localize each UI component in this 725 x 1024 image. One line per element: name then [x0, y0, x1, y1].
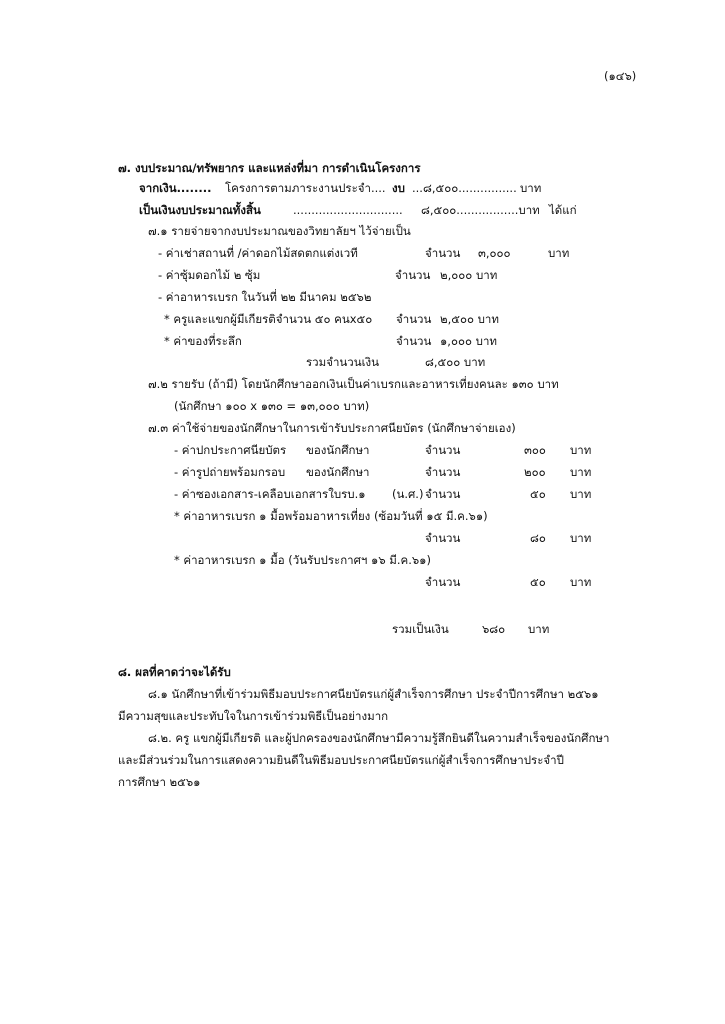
s73-item-qty-label: จำนวน — [425, 575, 461, 589]
section8-heading: ๘. ผลที่คาดว่าจะได้รับ — [118, 665, 231, 679]
s73-item-payer: ของนักศึกษา — [306, 443, 370, 457]
s71-heading: ๗.๑ รายจ่ายจากงบประมาณของวิทยาลัยฯ ไว้จ่ายเป็น — [148, 224, 411, 238]
s73-item-qty-label: จำนวน — [425, 443, 461, 457]
s71-item-qty-label: จำนวน — [396, 334, 432, 348]
s73-item-amount: ๕๐ — [530, 487, 546, 501]
s73-sum-amount: ๖๘๐ — [482, 622, 506, 636]
s71-item-amount: ๒,๐๐๐ บาท — [440, 268, 498, 282]
s73-item-payer: (น.ศ.) — [392, 487, 424, 501]
s71-item-qty-label: จำนวน — [396, 312, 432, 326]
s71-item-amount: ๑,๐๐๐ บาท — [440, 334, 498, 348]
s71-item-qty-label: จำนวน — [425, 246, 461, 260]
s73-item-label: - ค่ารูปถ่ายพร้อมกรอบ — [174, 465, 286, 479]
budget-label: งบ — [392, 181, 405, 195]
s73-item-unit: บาท — [570, 531, 592, 545]
s73-item-amount: ๒๐๐ — [524, 465, 546, 479]
page-number: (๑๔๖) — [604, 69, 637, 83]
s73-item-amount: ๓๐๐ — [524, 443, 546, 457]
s71-item-label: * ค่าของที่ระลึก — [164, 334, 242, 348]
total-dots: .............................. — [293, 203, 403, 217]
budget-unit: บาท — [520, 181, 542, 195]
s71-sum-amount: ๘,๕๐๐ บาท — [425, 355, 486, 369]
s73-item-unit: บาท — [570, 487, 592, 501]
s71-item-label: - ค่าเช่าสถานที่ /ค่าดอกไม้สดตกแต่งเวที — [158, 246, 358, 260]
total-suffix: ได้แก่ — [549, 203, 577, 217]
s71-item-unit: บาท — [548, 246, 570, 260]
source-value: โครงการตามภาระงานประจำ.... — [225, 181, 386, 195]
s73-item-qty-label: จำนวน — [425, 487, 461, 501]
s73-item-unit: บาท — [570, 443, 592, 457]
s71-item-label: - ค่าซุ้มดอกไม้ ๒ ซุ้ม — [158, 268, 261, 282]
source-label: จากเงิน........ — [139, 181, 212, 195]
section8-p2-line3: การศึกษา ๒๕๖๑ — [118, 775, 201, 789]
section8-p2-line1: ๘.๒. ครู แขกผู้มีเกียรติ และผู้ปกครองของนักศึกษามีความรู้สึกยินดีในความสำเร็จของนักศึกษา — [148, 731, 610, 745]
s73-item-label: - ค่าซองเอกสาร-เคลือบเอกสารใบรบ.๑ — [174, 487, 366, 501]
s73-sum-label: รวมเป็นเงิน — [392, 622, 449, 636]
s73-sum-unit: บาท — [528, 622, 550, 636]
s71-item-amount: ๒,๕๐๐ บาท — [440, 312, 499, 326]
s73-item-qty-label: จำนวน — [425, 531, 461, 545]
s71-item-label: - ค่าอาหารเบรก ในวันที่ ๒๒ มีนาคม ๒๕๖๒ — [158, 290, 372, 304]
s71-item-qty-label: จำนวน — [395, 268, 431, 282]
s72-line1: ๗.๒ รายรับ (ถ้ามี) โดยนักศึกษาออกเงินเป็นค่าเบรกและอาหารเที่ยงคนละ ๑๓๐ บาท — [148, 377, 559, 391]
s73-item-qty-label: จำนวน — [425, 465, 461, 479]
s73-item-label: * ค่าอาหารเบรก ๑ มื้อ (วันรับประกาศฯ ๑๖ มี.ค.๖๑) — [174, 553, 431, 567]
s73-item-payer: ของนักศึกษา — [306, 465, 370, 479]
s73-item-label: - ค่าปกประกาศนียบัตร — [174, 443, 287, 457]
section8-p1-line1: ๘.๑ นักศึกษาที่เข้าร่วมพิธีมอบประกาศนียบัตรแก่ผู้สำเร็จการศึกษา ประจำปีการศึกษา ๒๕๖๑ — [148, 687, 599, 701]
s73-item-label: * ค่าอาหารเบรก ๑ มื้อพร้อมอาหารเที่ยง (ซ้อมวันที่ ๑๕ มี.ค.๖๑) — [174, 509, 488, 523]
section7-heading: ๗. งบประมาณ/ทรัพยากร และแหล่งที่มา การดำเนินโครงการ — [118, 161, 421, 175]
total-amount: ๘,๕๐๐.................บาท — [421, 203, 540, 217]
s73-item-unit: บาท — [570, 465, 592, 479]
s72-line2: (นักศึกษา ๑๐๐ x ๑๓๐ = ๑๓,๐๐๐ บาท) — [174, 399, 370, 413]
budget-amount: ...๘,๕๐๐................ — [412, 181, 517, 195]
s73-heading: ๗.๓ ค่าใช้จ่ายของนักศึกษาในการเข้ารับประกาศนียบัตร (นักศึกษาจ่ายเอง) — [148, 421, 516, 435]
section8-p1-line2: มีความสุขและประทับใจในการเข้าร่วมพิธีเป็นอย่างมาก — [118, 709, 389, 723]
s71-item-label: * ครูและแขกผู้มีเกียรติจำนวน ๕๐ คนx๕๐ — [164, 312, 373, 326]
section8-p2-line2: และมีส่วนร่วมในการแสดงความยินดีในพิธีมอบประกาศนียบัตรแก่ผู้สำเร็จการศึกษาประจำปี — [118, 753, 564, 767]
s71-item-amount: ๓,๐๐๐ — [478, 246, 511, 260]
s73-item-amount: ๘๐ — [530, 531, 546, 545]
s73-item-amount: ๕๐ — [530, 575, 546, 589]
total-label: เป็นเงินงบประมาณทั้งสิ้น — [139, 203, 261, 217]
s71-sum-label: รวมจำนวนเงิน — [306, 355, 379, 369]
s73-item-unit: บาท — [570, 575, 592, 589]
